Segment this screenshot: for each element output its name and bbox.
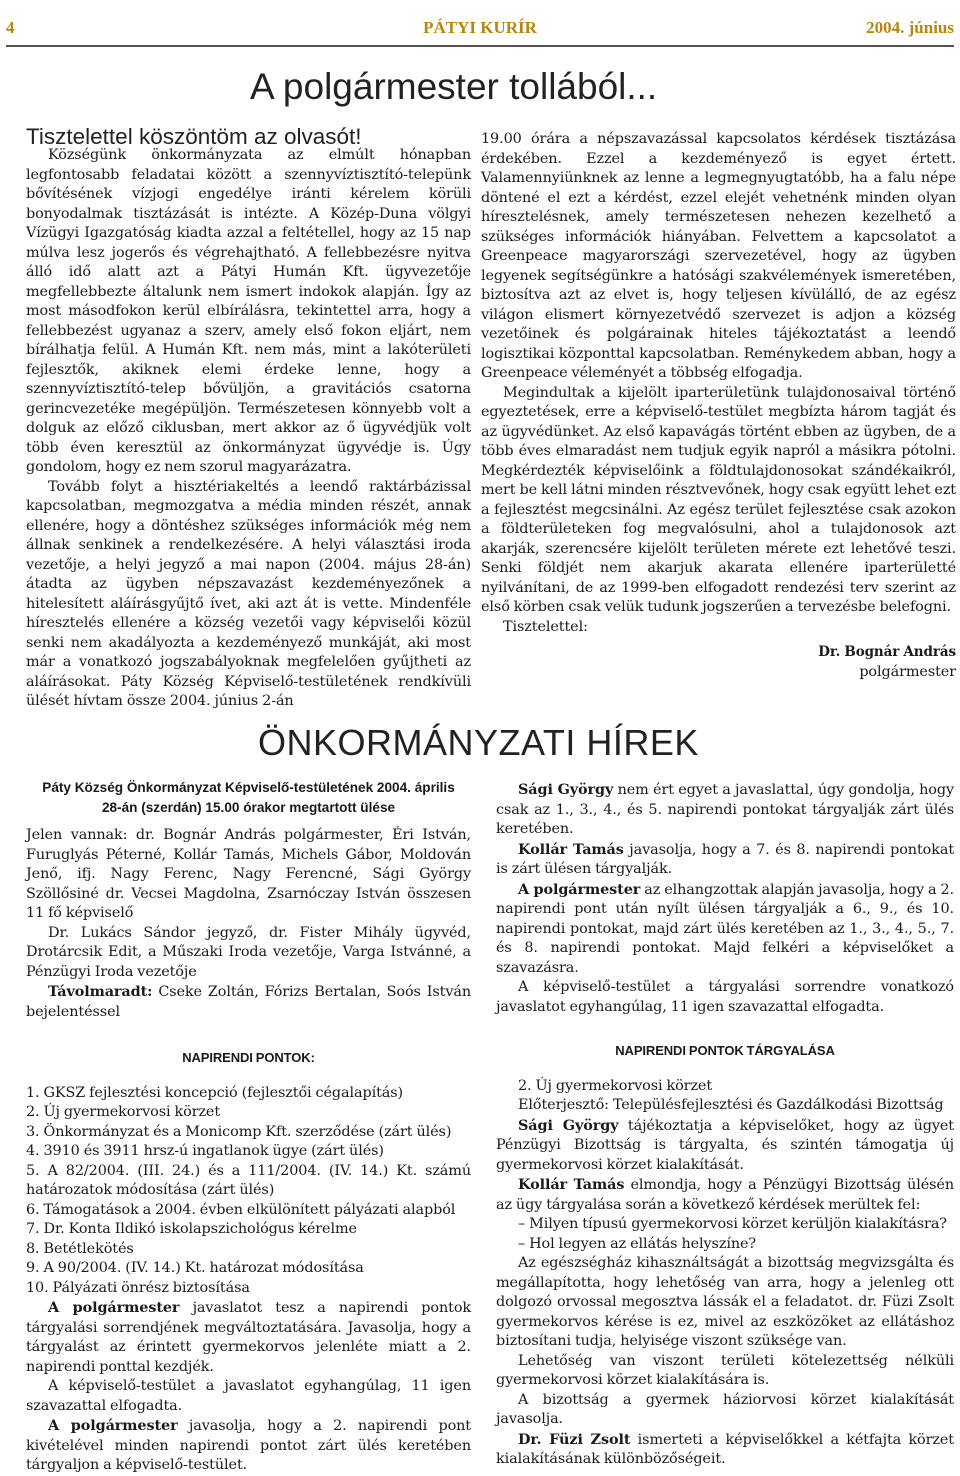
agenda-item: 6. Támogatások a 2004. évben elkülönített pályázati alapból <box>26 1201 456 1218</box>
page-header <box>0 0 960 48</box>
agenda-item: 2. Új gyermekorvosi körzet <box>26 1104 221 1120</box>
agenda-point-title: 2. Új gyermekorvosi körzet <box>518 1077 713 1094</box>
article-paragraph: Tovább folyt a hisztériakeltés a leendő raktárbázissal kapcsolatban, megmozgatva a média minden részét, annak ellenére, hogy a döntéshez szükséges információk még nem állnak senkinek a rendelkezésére. A helyi választási iroda vezetője, a helyi jegyző a mai napon (2004. május 28-án) átadta az ügyben népszavazást kezdeményezőnek a hitelesített aláírásgyűjtő ívet, aki azt át is vette. Mindenféle híresztelés ellenére a község vezetői vagy képviselői közül senki nem akadályozta a kezdeményező munkáját, aki most már a vonatkozó jogszabályoknak megfelelően gyűjtheti az aláírásokat. Páty Község Képviselő-testületének rendkívüli ülését hívtam össze 2004. június 2-án <box>26 478 471 709</box>
article-title: A polgármester tollából... <box>250 66 658 107</box>
meeting-title <box>26 778 471 818</box>
agenda-item: 10. Pályázati önrész biztosítása <box>26 1279 250 1296</box>
speaker-label: Dr. Füzi Zsolt <box>518 1430 631 1448</box>
meeting-title-line-2: 28-án (szerdán) 15.00 órakor megtartott ülése <box>101 800 396 815</box>
minutes-text: ismerteti a képviselőkkel a kétfajta körzet kialakításának különbözőségeit. <box>496 1431 954 1467</box>
minutes-paragraph <box>496 1175 954 1215</box>
article-column-2 <box>481 130 956 682</box>
minutes-text: elmondja, hogy a Pénzügyi Bizottság ülésén az ügy tárgyalása során a következő kérdések merültek fel: <box>496 1177 954 1213</box>
attendees-paragraph <box>26 826 471 924</box>
speaker-label: A polgármester <box>48 1299 180 1316</box>
present-text: dr. Bognár András polgármester, Éri István, Furuglyás Péterné, Kollár Tamás, Michels Gábor, Moldován Jenő, ifj. Nagy Ferenc, Nagy Ferencné, Sági György Szöllősiné dr. Vecsei Magdolna, Zsarnóczay István összesen 11 fő képviselő <box>26 827 471 921</box>
signature-role: polgármester <box>859 663 956 680</box>
agenda-item: 3. Önkormányzat és a Monicomp Kft. szerződése (zárt ülés) <box>26 1123 452 1140</box>
staff-paragraph: Dr. Lukács Sándor jegyző, dr. Fister Mihály ügyvéd, Drotárcsik Edit, a Műszaki Iroda vezetője, Varga Istvánné, a Pénzügyi Iroda vezetője <box>26 924 471 980</box>
speaker-label: Sági György <box>518 781 614 798</box>
minutes-paragraph: Az egészségház kihasználtságát a bizottság megvizsgálta és megállapította, hogy lehetőség van arra, hogy a jelenleg ott dolgozó orvossal megosztva lássák el a feladatot. dr. Füzi Zsolt gyermekorvos kérése is ez, mivel az eszközöket az ellátáshoz biztosítani tudja, helyisége viszont szüksége van. <box>496 1255 954 1349</box>
minutes-paragraph: Lehetőség van viszont területi kötelezettség nélküli gyermekorvosi körzet kialakítására is. <box>496 1352 954 1388</box>
agenda-item: 1. GKSZ fejlesztési koncepció (fejlesztői cégalapítás) <box>26 1084 404 1101</box>
presenter-line: Előterjesztő: Településfejlesztési és Gazdálkodási Bizottság <box>518 1097 944 1113</box>
minutes-paragraph <box>496 1430 954 1470</box>
question-item: – Milyen típusú gyermekorvosi körzet kerüljön kialakításra? <box>518 1216 947 1232</box>
paper-name: PÁTYI KURÍR <box>423 18 537 37</box>
closing-salutation: Tisztelettel: <box>503 618 588 635</box>
agenda-item: 5. A 82/2004. (III. 24.) és a 111/2004. (IV. 14.) Kt. számú határozatok módosítása (zárt ülés) <box>26 1162 471 1198</box>
signature-name: Dr. Bognár András <box>818 644 956 660</box>
issue-date: 2004. június <box>866 18 954 37</box>
meeting-title-line-1: Páty Község Önkormányzat Képviselő-testületének 2004. április <box>42 780 455 795</box>
minutes-text: javasolja, hogy a 2. napirendi pont kivételével minden napirendi pontot zárt ülés keretében tárgyaljon a képviselő-testület. <box>26 1418 471 1473</box>
minutes-paragraph: A képviselő-testület a javaslatot egyhangúlag, 11 igen szavazattal elfogadta. <box>26 1378 471 1414</box>
agenda-item: 7. Dr. Konta Ildikó iskolapszichológus kérelme <box>26 1221 357 1237</box>
minutes-text: javasolja, hogy a 7. és 8. napirendi pontokat is zárt ülésen tárgyalják. <box>496 841 955 877</box>
discussion-heading: NAPIRENDI PONTOK TÁRGYALÁSA <box>615 1043 835 1058</box>
agenda-list <box>26 1084 471 1299</box>
minutes-paragraph <box>496 880 954 979</box>
minutes-paragraph: A bizottság a gyermek háziorvosi körzet kialakítását javasolja. <box>496 1391 954 1427</box>
speaker-label: A polgármester <box>518 880 641 898</box>
question-item: – Hol legyen az ellátás helyszíne? <box>518 1235 757 1252</box>
article-paragraph: 19.00 órára a népszavazással kapcsolatos kérdések tisztázása érdekében. Ezzel a kezdeményező is egyet értett. Valamennyiünknek az lenne a legmegnyugtatóbb, ha a falu népe döntené el ezt a kérdést, ezzel elejét vehetnénk minden olyan híresztelésnek, amely természetesen nehezen kezelhető a szükséges információk hiányában. Felvettem a kapcsolatot a Greenpeace magyarországi szervezetével, hogy az ügyben legyenek segítségünkre a hatósági szakvélemények ismeretében, biztosítva azt az elvet is, hogy teljesen kívülálló, de az egész világon elismert környezetvédő szervezet is adjon a község vezetőinek és polgárainak hiteles tájékoztatást a leendő logisztikai központtal kapcsolatban. Reménykedem abban, hogy a Greenpeace véleményét a többség elfogadja. <box>481 131 956 381</box>
minutes-paragraph: A képviselő-testület a tárgyalási sorrendre vonatkozó javaslatot egyhangúlag, 11 igen szavazattal elfogadta. <box>496 979 954 1015</box>
article-column-1 <box>26 146 471 712</box>
news-column-2 <box>496 780 954 1470</box>
agenda-item: 9. A 90/2004. (IV. 14.) Kt. határozat módosítása <box>26 1260 364 1276</box>
speaker-label: Sági György <box>518 1116 619 1134</box>
minutes-paragraph <box>26 1298 471 1377</box>
agenda-heading: NAPIRENDI PONTOK: <box>182 1050 315 1065</box>
speaker-label: Kollár Tamás <box>518 840 624 858</box>
minutes-paragraph <box>496 780 954 840</box>
minutes-text: javaslatot tesz a napirendi pontok tárgyalási sorrendjének megváltoztatására. Javasolja, hogy a tárgyalást az érintett gyermekorvos jelenléte miatt a 2. napirendi ponttal kezdjék. <box>26 1300 471 1375</box>
page-number: 4 <box>6 18 15 37</box>
article-paragraph: Községünk önkormányzata az elmúlt hónapban legfontosabb feladatai között a szennyvíztisztító-telepünk bővítésének vízjogi engedélye iránti kérelem körüli bonyodalmak tisztázását is intézte. A Közép-Duna völgyi Vízügyi Igazgatóság kiadta azzal a feltétellel, hogy az 15 nap múlva lesz jogerős és végrehajtható. A fellebbezésre nyitva álló idő alatt azt a Pátyi Humán Kft. ügyvezetője megfellebbezte általunk nem ismert indokok alapján. Így az most másodfokon kerül elbírálásra, tekintettel arra, hogy a fellebbezést ugyanaz a szerv, amely első fokon eljárt, nem bírálhatja felül. A Humán Kft. nem más, mint a lakóterületi fejlesztők, akiknek elemi érdeke lenne, hogy a szennyvíztisztító-telep bővüljön, a gravitációs csatorna gerincvezetéke megépüljön. Természetesen könnyebb volt a dolguk az előző ciklusban, mert akkor az ő ügyvédjük volt több éven keresztül az önkormányzat ügyvédje is. Úgy gondolom, hogy ez nem szorul magyarázatra. <box>26 147 471 475</box>
article-greeting: Tisztelettel köszöntöm az olvasót! <box>26 124 362 149</box>
absent-label: Távolmaradt: <box>48 983 153 1000</box>
present-label: Jelen vannak: <box>26 827 128 843</box>
minutes-text: nem ért egyet a javaslattal, úgy gondolja, hogy csak az 1., 3., 4., és 5. napirendi pontokat tárgyalják zárt ülés keretében. <box>496 782 954 837</box>
minutes-paragraph <box>496 840 954 880</box>
minutes-text: tájékoztatja a képviselőket, hogy az ügyet Pénzügyi Bizottság is tárgyalta, és szintén támogatja új gyermekorvosi körzet kialakítását. <box>496 1117 954 1173</box>
news-section-title: ÖNKORMÁNYZATI HÍREK <box>258 722 699 763</box>
agenda-item: 8. Betétlekötés <box>26 1240 134 1257</box>
minutes-paragraph <box>496 1116 954 1176</box>
absent-paragraph <box>26 982 471 1022</box>
header-rule <box>6 45 954 47</box>
news-column-1 <box>26 826 471 1476</box>
speaker-label: Kollár Tamás <box>518 1176 625 1193</box>
agenda-item: 4. 3910 és 3911 hrsz-ú ingatlanok ügye (zárt ülés) <box>26 1143 384 1159</box>
absent-text: Cseke Zoltán, Fórizs Bertalan, Soós István bejelentéssel <box>26 984 471 1020</box>
speaker-label: A polgármester <box>48 1417 178 1434</box>
minutes-text: az elhangzottak alapján javasolja, hogy a 2. napirendi pont után nyílt ülésen tárgyalják a 6., 9., és 10. napirendi pontokat, majd zárt ülés keretében az 1., 3., 4., 5., 7. és 8. napirendi pontokat. Majd felkéri a képviselőket a szavazásra. <box>496 881 954 976</box>
article-paragraph: Megindultak a kijelölt iparterületünk tulajdonosaival történő egyeztetések, erre a képviselő-testület megbízta három tagját és az ügyvédünket. Az első kapavágás történt ebben az ügyben, de a több éves elmaradást nem tudjuk egyik napról a másikra pótolni. Megkérdezték képviselőink a földtulajdonosokat szándékaikról, mert be kell látni minden résztvevőnek, hogy csak együtt lehet ezt a fejlesztést megcsinálni. Az egész terület fejlesztése csak azokon a földterületeken fog megvalósulni, ahol a tulajdonosok azt akarják, szerencsére kijelölt területen mérete ezt lehetővé teszi. Senki földjét nem akarjuk akarata ellenére iparterületté nyilvánítani, de az 1999-ben elfogadott rendezési terv szerint az első körben csak velük tudunk jogszerűen a tervezésbe belefogni. <box>481 384 956 615</box>
